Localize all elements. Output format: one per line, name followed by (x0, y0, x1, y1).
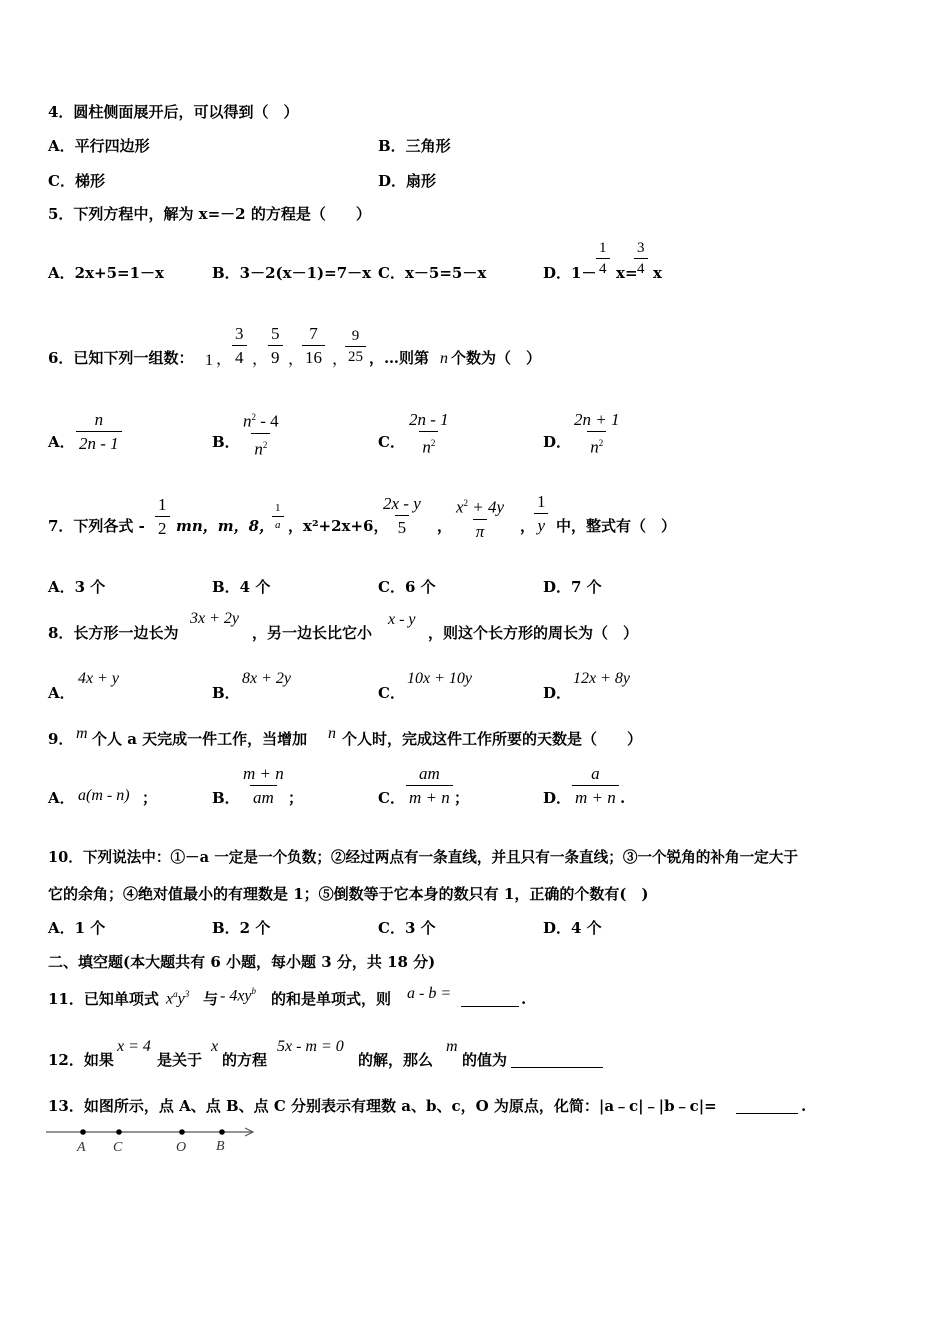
q6-f4-num: 9 (351, 328, 360, 344)
q13-number-line (44, 1122, 260, 1158)
q6-a-label: A． (48, 433, 75, 451)
q12-t1: 12．如果 (48, 1051, 114, 1069)
q7-f3-den: 5 (395, 515, 410, 537)
q9-t0: 9． (48, 730, 74, 748)
q11-e2 (220, 982, 256, 1005)
q8-option-a: 4x + y (78, 670, 119, 687)
q7-option-d: D．7 个 (543, 578, 602, 596)
q4-option-d: D．扇形 (378, 172, 437, 190)
q6-d-label: D． (543, 433, 572, 451)
q6-f4-den: 25 (345, 346, 366, 365)
q5-option-b: B．3－2(x－1)=7－x (212, 264, 372, 282)
q12-t4: 的解，那么 (358, 1051, 434, 1069)
q10-option-a: A．1 个 (48, 919, 106, 937)
q9-d-num: a (591, 764, 600, 783)
q8-e1: 3x + 2y (190, 610, 239, 627)
q5-stem: 5．下列方程中，解为 x=－2 的方程是（ ） (48, 205, 371, 223)
q8-t2: ，另一边长比它小 (252, 624, 373, 642)
q9-c-den: m + n (406, 785, 453, 807)
q8-option-d: 12x + 8y (573, 670, 630, 687)
q7-comma-1: ， (437, 517, 453, 535)
q7-t1: mn，m，8， (176, 517, 275, 535)
q10-line1: 10．下列说法中：①－a 一定是一个负数；②经过两点有一条直线，并且只有一条直线；③一个锐角的补角一定大于 (48, 849, 798, 866)
q9-option-b (240, 764, 287, 807)
q6-c-den-base: n (422, 437, 431, 457)
q8-b-label: B． (212, 684, 240, 702)
q6-d-den-base: n (590, 437, 599, 457)
q6-f3-num: 7 (309, 324, 318, 343)
section-2-heading: 二、填空题(本大题共有 6 小题，每小题 3 分，共 18 分) (48, 953, 436, 971)
q11-e1-xsup: a (173, 989, 178, 999)
q5-option-c: C．x－5=5－x (378, 264, 487, 282)
q7-f4-num-sup: 2 (463, 498, 469, 508)
q9-b-label: B． (212, 789, 240, 807)
q7-f2-den: a (272, 516, 284, 531)
q11-e1-x: x (166, 990, 174, 1008)
point-o-label: O (176, 1140, 187, 1155)
q9-t2: 个人时，完成这件工作所要的天数是（ ） (342, 730, 643, 748)
q9-option-c (406, 764, 453, 807)
q4-option-b: B．三角形 (378, 137, 451, 155)
q8-a-label: A． (48, 684, 75, 702)
q6-sep-0: ， (216, 351, 233, 368)
q11-e1-y: y (177, 990, 185, 1008)
q10-option-d: D．4 个 (543, 919, 602, 937)
q8-e2: x - y (388, 611, 416, 628)
q9-a-end: ； (142, 789, 158, 807)
point-b-dot (219, 1129, 225, 1135)
q6-suffix: ，…则第 (369, 349, 430, 367)
point-c-dot (116, 1129, 122, 1135)
q6-b-num-sup: 2 (251, 412, 256, 422)
q6-option-c (406, 410, 452, 457)
q7-f4-num-rest: + 4y (468, 497, 505, 517)
q9-a-label: A． (48, 789, 75, 807)
q8-c-label: C． (378, 684, 405, 702)
q7-suffix: 中，整式有（ ） (556, 517, 677, 535)
q7-f4-den: π (473, 519, 488, 541)
q6-f3-den: 16 (302, 345, 325, 367)
q6-c-den-sup: 2 (430, 438, 436, 448)
q6-b-num-base: n (243, 411, 252, 431)
q8-option-c: 10x + 10y (407, 670, 472, 687)
q9-t1: 个人 a 天完成一件工作，当增加 (92, 730, 308, 748)
q11-answer-blank[interactable] (461, 992, 519, 1007)
q6-sep-3: ， (332, 351, 349, 368)
q6-fraction-1 (232, 324, 247, 367)
q5-option-a: A．2x+5=1－x (48, 264, 164, 282)
q12-t2: 是关于 (157, 1051, 203, 1069)
q5-option-d-prefix: D．1－ (543, 264, 597, 282)
q11-t1: 11．已知单项式 (48, 990, 159, 1008)
q9-d-label: D． (543, 789, 572, 807)
q11-e1-ysup: 3 (184, 989, 190, 999)
q6-b-label: B． (212, 433, 240, 451)
q9-c-label: C． (378, 789, 405, 807)
q6-a-num: n (94, 410, 104, 429)
q13-text: 13．如图所示，点 A、点 B、点 C 分别表示有理数 a、b、c，O 为原点，化简：|a﹣c|﹣|b﹣c|= (48, 1097, 717, 1115)
q7-f2-num: 1 (275, 502, 281, 514)
q6-suffix2: 个数为（ ） (451, 349, 542, 367)
q6-first: 1 (205, 352, 213, 369)
q6-f2-den: 9 (268, 345, 283, 367)
q8-t3: ，则这个长方形的周长为（ ） (428, 624, 639, 642)
q6-d-den-sup: 2 (598, 438, 604, 448)
q6-sep-1: ， (252, 351, 269, 368)
q10-option-b: B．2 个 (212, 919, 271, 937)
q7-fraction-4 (453, 494, 507, 541)
q11-t3: 的和是单项式，则 (271, 990, 392, 1008)
q6-f2-num: 5 (271, 324, 280, 343)
q9-m: m (76, 725, 88, 742)
q11-e2-sup: b (251, 986, 257, 996)
q7-option-a: A．3 个 (48, 578, 106, 596)
q7-fraction-2 (272, 502, 284, 531)
q7-option-c: C．6 个 (378, 578, 436, 596)
q9-d-den: m + n (572, 785, 619, 807)
q12-e4: m (446, 1038, 458, 1055)
q6-c-num: 2n - 1 (409, 410, 449, 429)
q7-comma-2: ， (520, 517, 536, 535)
q7-fraction-1 (155, 495, 170, 538)
q6-f1-den: 4 (232, 345, 247, 367)
q5-d-suffix: x (653, 264, 662, 282)
q9-option-a: a(m - n) (78, 787, 130, 804)
q12-answer-blank[interactable] (511, 1053, 603, 1068)
q6-fraction-4 (345, 328, 366, 365)
q12-e1: x = 4 (117, 1038, 151, 1055)
q12-e2: x (211, 1038, 219, 1055)
q12-t5: 的值为 (462, 1051, 508, 1069)
q9-c-num: am (418, 764, 440, 783)
q13-end: . (801, 1097, 807, 1115)
q9-n: n (328, 725, 336, 742)
q7-f4-num-base: x (456, 497, 464, 517)
q7-f1-num: 1 (158, 495, 167, 514)
q6-sep-2: ， (288, 351, 305, 368)
q7-fraction-5 (534, 492, 549, 535)
point-o-dot (179, 1129, 185, 1135)
q7-prefix: 7．下列各式 - (48, 517, 145, 535)
q7-f1-den: 2 (155, 516, 170, 538)
q7-t2: ，x²+2x+6， (288, 517, 389, 535)
q7-option-b: B．4 个 (212, 578, 271, 596)
q11-e2-base: - 4xy (220, 987, 252, 1005)
point-a-label: A (77, 1140, 86, 1155)
q9-b-den: am (250, 785, 277, 807)
q13-answer-blank[interactable] (736, 1099, 798, 1114)
q5-d-fraction-1 (596, 240, 610, 277)
q5-d-frac2-num: 3 (637, 240, 645, 256)
q6-d-num: 2n + 1 (574, 410, 620, 429)
q8-t1: 8．长方形一边长为 (48, 624, 179, 642)
q6-a-den: 2n - 1 (76, 431, 122, 453)
q5-d-mid: x= (616, 264, 638, 282)
q12-e3: 5x - m = 0 (277, 1038, 344, 1055)
q12-t3: 的方程 (222, 1051, 268, 1069)
q9-option-d (572, 764, 619, 807)
q10-option-c: C．3 个 (378, 919, 436, 937)
q7-f5-num: 1 (537, 492, 546, 511)
q6-c-label: C． (378, 433, 405, 451)
q9-b-num: m + n (243, 764, 284, 783)
q8-option-b: 8x + 2y (242, 670, 291, 687)
q7-fraction-3 (380, 494, 424, 537)
point-c-label: C (113, 1140, 123, 1155)
q11-e1 (166, 985, 189, 1008)
q6-fraction-3 (302, 324, 325, 367)
q5-d-frac1-den: 4 (596, 258, 610, 277)
q9-c-end: ； (454, 789, 470, 807)
q4-stem: 4．圆柱侧面展开后，可以得到（ ） (48, 103, 299, 121)
point-a-dot (80, 1129, 86, 1135)
q6-option-a (76, 410, 122, 453)
q7-f3-num: 2x - y (383, 494, 421, 513)
q4-option-c: C．梯形 (48, 172, 105, 190)
q7-f5-den: y (534, 513, 548, 535)
q4-option-a: A．平行四边形 (48, 137, 150, 155)
q6-fraction-2 (268, 324, 283, 367)
q11-t4: . (521, 990, 527, 1008)
q6-b-den-base: n (254, 439, 263, 459)
q11-e3: a - b = (407, 985, 452, 1002)
q5-d-frac2-den: 4 (634, 258, 648, 277)
q6-f1-num: 3 (235, 324, 244, 343)
q5-d-frac1-num: 1 (599, 240, 607, 256)
q6-prefix: 6．已知下列一组数： (48, 349, 194, 367)
point-b-label: B (216, 1139, 225, 1154)
q9-d-end: . (620, 789, 626, 807)
q8-d-label: D． (543, 684, 572, 702)
q9-b-end: ； (288, 789, 304, 807)
q6-n: n (440, 350, 448, 367)
q6-option-d (571, 410, 622, 457)
q6-b-den-sup: 2 (262, 439, 268, 450)
q5-d-fraction-2 (634, 240, 648, 277)
q11-t2: 与 (203, 990, 219, 1008)
q10-line2: 它的余角；④绝对值最小的有理数是 1；⑤倒数等于它本身的数只有 1，正确的个数有( ) (48, 885, 649, 903)
q6-option-b (240, 408, 282, 458)
q6-b-num-rest: - 4 (256, 411, 279, 431)
